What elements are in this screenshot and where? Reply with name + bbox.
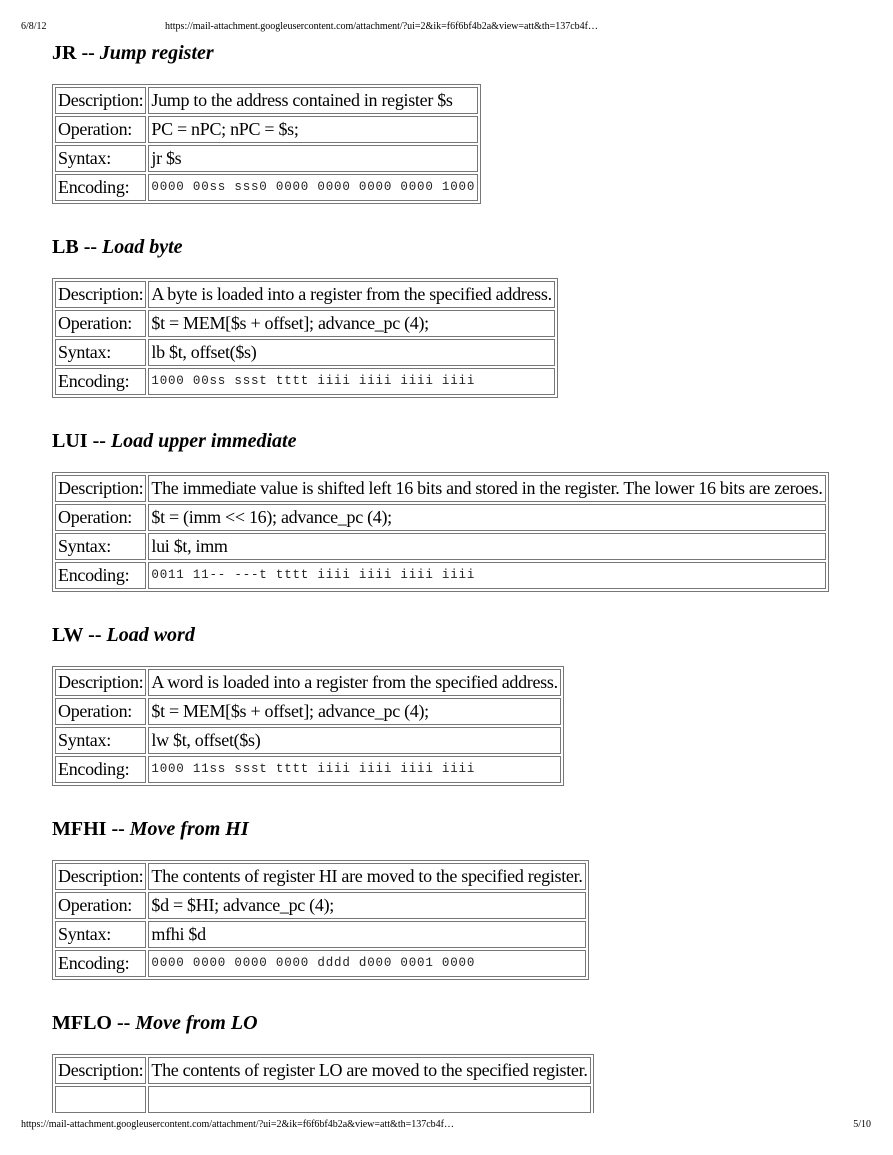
instruction-mnemonic: JR <box>52 42 77 64</box>
page-number: 5/10 <box>853 1119 871 1130</box>
label-encoding: Encoding: <box>55 562 146 589</box>
label-encoding: Encoding: <box>55 756 146 783</box>
label-operation: Operation: <box>55 892 146 919</box>
instruction-title <box>52 236 558 258</box>
value-operation: $t = MEM[$s + offset]; advance_pc (4); <box>148 698 560 725</box>
table-row-operation <box>55 310 555 337</box>
instruction-mnemonic: LUI <box>52 430 88 452</box>
table-row-description <box>55 281 555 308</box>
title-separator: -- <box>87 430 111 452</box>
value-syntax: lw $t, offset($s) <box>148 727 560 754</box>
label-description: Description: <box>55 1057 146 1084</box>
instruction-title <box>52 624 564 646</box>
label-operation: Operation: <box>55 310 146 337</box>
table-row-description <box>55 87 478 114</box>
label-description: Description: <box>55 475 146 502</box>
instruction-name: Load byte <box>102 236 183 258</box>
instruction-title <box>52 42 481 64</box>
value-operation: PC = nPC; nPC = $s; <box>148 116 478 143</box>
value-encoding: 0000 0000 0000 0000 dddd d000 0001 0000 <box>148 950 585 977</box>
table-row-description <box>55 475 826 502</box>
title-separator: -- <box>78 236 103 258</box>
table-row-encoding <box>55 368 555 395</box>
instruction-table <box>52 1054 594 1113</box>
instruction-section-mfhi <box>52 818 589 980</box>
value-syntax: lb $t, offset($s) <box>148 339 554 366</box>
label-encoding: Encoding: <box>55 368 146 395</box>
label-operation: Operation: <box>55 504 146 531</box>
value-syntax: mfhi $d <box>148 921 585 948</box>
instruction-name: Move from HI <box>129 818 249 840</box>
instruction-table <box>52 278 558 398</box>
instruction-section-jr <box>52 42 481 204</box>
table-row-description <box>55 863 586 890</box>
title-separator: -- <box>112 1012 136 1034</box>
instruction-table <box>52 666 564 786</box>
title-separator: -- <box>106 818 130 840</box>
instruction-mnemonic: MFLO <box>52 1012 112 1034</box>
value-description: A word is loaded into a register from the specified address. <box>148 669 560 696</box>
table-row-syntax <box>55 921 586 948</box>
value-encoding: 1000 11ss ssst tttt iiii iiii iiii iiii <box>148 756 560 783</box>
label-description: Description: <box>55 281 146 308</box>
instruction-section-lb <box>52 236 558 398</box>
print-header-url: https://mail-attachment.googleusercontent.com/attachment/?ui=2&ik=f6f6bf4b2a&view=att&th=137cb4f… <box>165 21 599 32</box>
value-description: The immediate value is shifted left 16 bits and stored in the register. The lower 16 bits are zeroes. <box>148 475 825 502</box>
label-description: Description: <box>55 669 146 696</box>
table-row-syntax <box>55 339 555 366</box>
label-operation: Operation: <box>55 698 146 725</box>
value-description: Jump to the address contained in register $s <box>148 87 478 114</box>
print-footer-url: https://mail-attachment.googleusercontent.com/attachment/?ui=2&ik=f6f6bf4b2a&view=att&th=137cb4f… <box>21 1119 455 1130</box>
instruction-name: Load upper immediate <box>110 430 297 452</box>
label-operation <box>55 1086 146 1113</box>
label-description: Description: <box>55 863 146 890</box>
title-separator: -- <box>83 624 107 646</box>
value-operation: $t = MEM[$s + offset]; advance_pc (4); <box>148 310 554 337</box>
instruction-section-lw <box>52 624 564 786</box>
label-syntax: Syntax: <box>55 145 146 172</box>
table-row-encoding <box>55 950 586 977</box>
table-row-syntax <box>55 533 826 560</box>
table-row-encoding <box>55 562 826 589</box>
instruction-section-lui <box>52 430 829 592</box>
value-encoding: 0011 11-- ---t tttt iiii iiii iiii iiii <box>148 562 825 589</box>
instruction-name: Load word <box>106 624 195 646</box>
value-syntax: jr $s <box>148 145 478 172</box>
label-syntax: Syntax: <box>55 339 146 366</box>
label-syntax: Syntax: <box>55 921 146 948</box>
print-date: 6/8/12 <box>21 21 47 32</box>
value-description: A byte is loaded into a register from the specified address. <box>148 281 554 308</box>
instruction-mnemonic: MFHI <box>52 818 107 840</box>
value-description: The contents of register LO are moved to the specified register. <box>148 1057 590 1084</box>
value-operation: $t = (imm << 16); advance_pc (4); <box>148 504 825 531</box>
instruction-table <box>52 84 481 204</box>
table-row-operation <box>55 116 478 143</box>
label-operation: Operation: <box>55 116 146 143</box>
table-row-description <box>55 669 561 696</box>
label-encoding: Encoding: <box>55 174 146 201</box>
instruction-title <box>52 818 589 840</box>
label-encoding: Encoding: <box>55 950 146 977</box>
value-operation: $d = $HI; advance_pc (4); <box>148 892 585 919</box>
table-row-operation <box>55 698 561 725</box>
page-content <box>52 0 852 1113</box>
instruction-name: Jump register <box>99 42 214 64</box>
value-syntax: lui $t, imm <box>148 533 825 560</box>
table-row-operation <box>55 1086 591 1113</box>
table-row-syntax <box>55 727 561 754</box>
label-description: Description: <box>55 87 146 114</box>
value-encoding: 1000 00ss ssst tttt iiii iiii iiii iiii <box>148 368 554 395</box>
value-operation <box>148 1086 590 1113</box>
table-row-encoding <box>55 174 478 201</box>
table-row-operation <box>55 892 586 919</box>
value-description: The contents of register HI are moved to the specified register. <box>148 863 585 890</box>
label-syntax: Syntax: <box>55 727 146 754</box>
label-syntax: Syntax: <box>55 533 146 560</box>
instruction-section-mflo <box>52 1012 594 1113</box>
value-encoding: 0000 00ss sss0 0000 0000 0000 0000 1000 <box>148 174 478 201</box>
table-row-encoding <box>55 756 561 783</box>
table-row-description <box>55 1057 591 1084</box>
instruction-title <box>52 1012 594 1034</box>
instruction-name: Move from LO <box>135 1012 258 1034</box>
title-separator: -- <box>76 42 100 64</box>
instruction-mnemonic: LB <box>52 236 79 258</box>
instruction-table <box>52 860 589 980</box>
instruction-mnemonic: LW <box>52 624 84 646</box>
table-row-operation <box>55 504 826 531</box>
instruction-title <box>52 430 829 452</box>
instruction-table <box>52 472 829 592</box>
table-row-syntax <box>55 145 478 172</box>
